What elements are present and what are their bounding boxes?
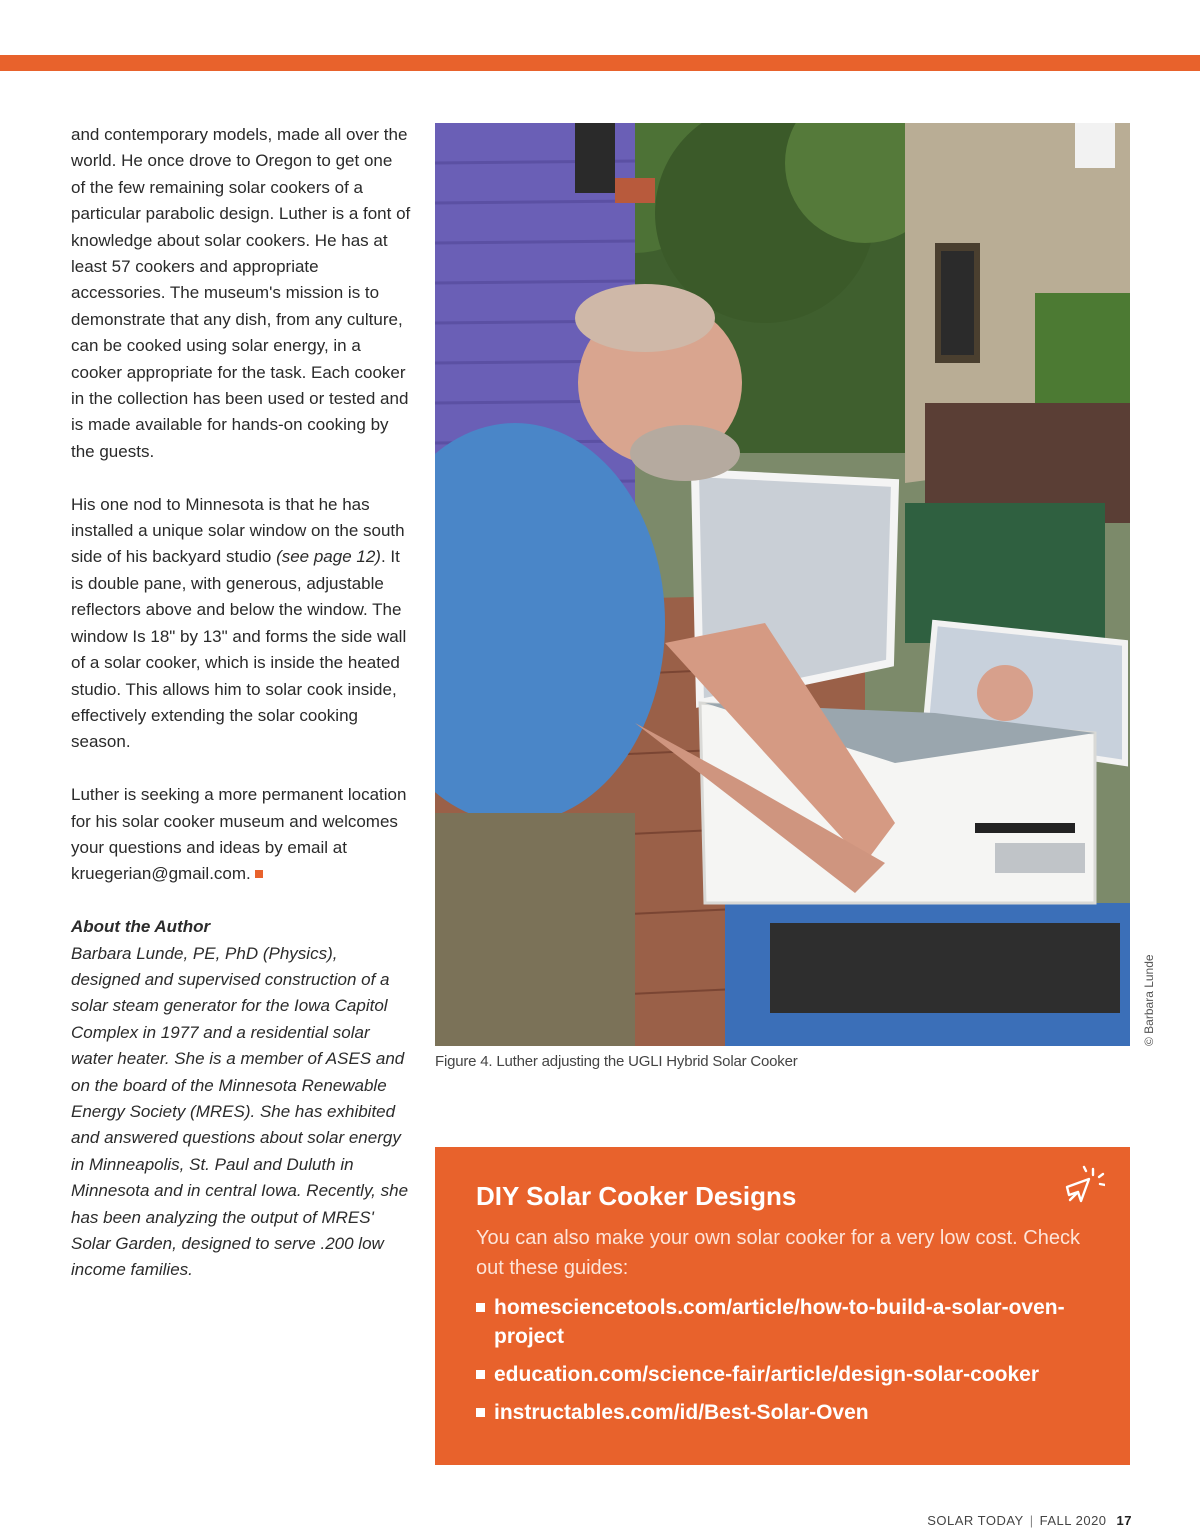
author-bio: Barbara Lunde, PE, PhD (Physics), designed and supervised construction of a solar steam generator for the Iowa Capitol Complex in 1977 and a residential solar water heater. She is a member of ASES and on the board of the Minnesota Renewable Energy Society (MRES). She has exhibited and answered questions about solar energy in Minneapolis, St. Paul and Duluth in Minnesota and in central Iowa. Recently, she has been analyzing the output of MRES' Solar Garden, designed to serve .200 low income families. — [71, 943, 409, 1280]
article-paragraph-1: and contemporary models, made all over the world. He once drove to Oregon to get one of the few remaining solar cookers of a particular parabolic design. Luther is a font of knowledge about solar cookers. He has at least 57 cookers and appropriate accessories. The museum's mission is to demonstrate that any dish, from any culture, can be cooked using solar energy, in a cooker appropriate for the task. Each cooker in the collection has been used or tested and is made available for hands-on cooking by the guests. — [71, 125, 411, 461]
paragraph-2-text-b: . It is double pane, with generous, adjustable reflectors above and below the window. The window Is 18" by 13" and forms the side wall of a solar cooker, which is inside the heated studio. This allows him to solar cook inside, effectively extending the solar cooking season. — [71, 547, 407, 752]
paragraph-2-text-a: His one nod to Minnesota is that he has installed a unique solar window on the south side of his backyard studio — [71, 494, 405, 567]
diy-link-item[interactable] — [476, 1360, 1106, 1389]
diy-intro: You can also make your own solar cooker for a very low cost. Check out these guides: — [476, 1227, 1080, 1279]
bullet-square — [476, 1370, 485, 1379]
issue-label: FALL 2020 — [1039, 1513, 1107, 1528]
diy-link-list — [476, 1293, 1106, 1436]
diy-link-item[interactable] — [476, 1398, 1106, 1427]
diy-link-text[interactable]: instructables.com/id/Best-Solar-Oven — [494, 1401, 869, 1424]
page-reference: (see page 12) — [276, 547, 381, 567]
page-number: 17 — [1116, 1513, 1132, 1528]
end-of-article-mark — [255, 870, 263, 878]
publication-name: SOLAR TODAY — [927, 1513, 1024, 1528]
paragraph-3-text: Luther is seeking a more permanent location for his solar cooker museum and welcomes your questions and ideas by email at kruegerian@gmail.com. — [71, 785, 407, 884]
figure-caption: Figure 4. Luther adjusting the UGLI Hybrid Solar Cooker — [435, 1053, 798, 1070]
top-accent-bar — [0, 55, 1200, 71]
diy-title: DIY Solar Cooker Designs — [476, 1181, 797, 1211]
diy-sidebar-box — [435, 1147, 1130, 1465]
click-cursor-icon — [1057, 1165, 1105, 1213]
article-paragraph-3 — [71, 782, 411, 888]
bullet-square — [476, 1303, 485, 1312]
diy-link-text[interactable]: education.com/science-fair/article/design-solar-cooker — [494, 1363, 1040, 1386]
diy-link-item[interactable] — [476, 1293, 1106, 1351]
figure-photo — [435, 123, 1130, 1046]
diy-link-text[interactable]: homesciencetools.com/article/how-to-build-a-solar-oven-project — [494, 1296, 1065, 1348]
bullet-square — [476, 1408, 485, 1417]
footer-separator: | — [1029, 1513, 1034, 1528]
article-column — [71, 122, 411, 1284]
article-paragraph-2 — [71, 492, 411, 756]
author-heading: About the Author — [71, 917, 211, 937]
page-footer — [927, 1513, 1132, 1528]
photo-credit: © Barbara Lunde — [1142, 954, 1156, 1046]
